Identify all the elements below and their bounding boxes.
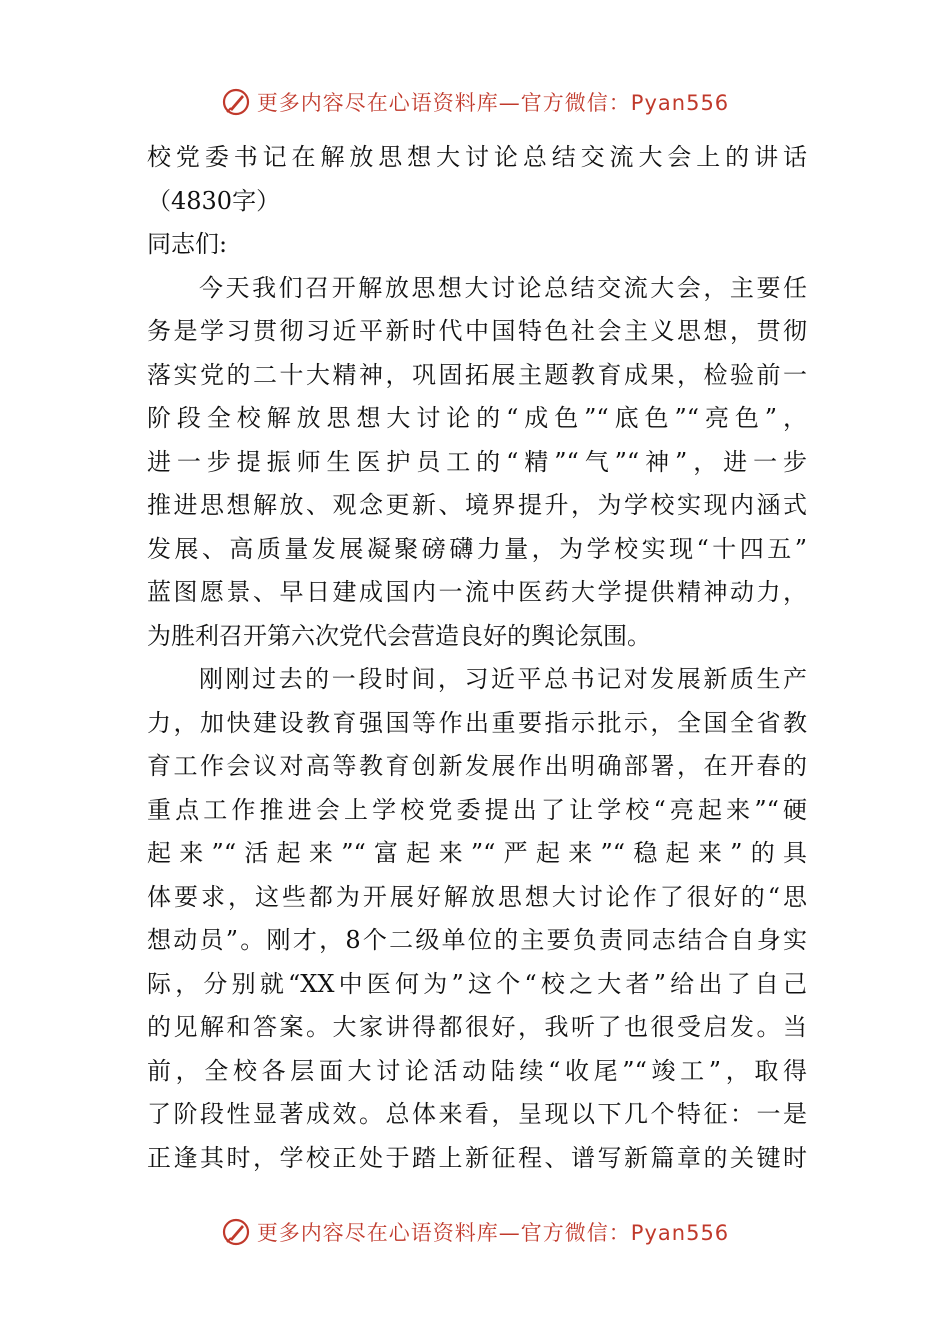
paragraph-line: 际，分别就“XX中医何为”这个“校之大者”给出了自己 (147, 969, 807, 998)
watermark-text: 更多内容尽在心语资料库—官方微信：Pyan556 (256, 1221, 730, 1245)
title-line-2: （4830字） (147, 186, 281, 215)
paragraph-line: 刚刚过去的一段时间，习近平总书记对发展新质生产 (199, 665, 807, 693)
paragraph-line: 落实党的二十大精神，巩固拓展主题教育成果，检验前一 (147, 360, 807, 389)
paragraph-line: 蓝图愿景、早日建成国内一流中医药大学提供精神动力， (147, 578, 807, 606)
watermark-text: 更多内容尽在心语资料库—官方微信：Pyan556 (256, 91, 730, 115)
paragraph-line: 推进思想解放、观念更新、境界提升，为学校实现内涵式 (147, 491, 807, 519)
quill-logo-icon (221, 1217, 251, 1247)
paragraph-1 (147, 267, 807, 659)
paragraph-line: 了阶段性显著成效。总体来看，呈现以下几个特征：一是 (147, 1100, 807, 1128)
footer-watermark (0, 1212, 950, 1252)
paragraph-line: 力，加快建设教育强国等作出重要指示批示，全国全省教 (147, 708, 807, 737)
quill-logo-icon (221, 87, 251, 117)
paragraph-line: 为胜利召开第六次党代会营造良好的舆论氛围。 (147, 621, 651, 650)
paragraph-line: 务是学习贯彻习近平新时代中国特色社会主义思想，贯彻 (147, 317, 807, 345)
paragraph-line: 前，全校各层面大讨论活动陆续“收尾”“竣工”，取得 (147, 1056, 807, 1085)
paragraph-line: 阶段全校解放思想大讨论的“成色”“底色”“亮色”， (147, 404, 807, 432)
paragraph-line: 今天我们召开解放思想大讨论总结交流大会，主要任 (199, 273, 807, 302)
paragraph-line: 想动员”。刚才，8个二级单位的主要负责同志结合自身实 (147, 926, 807, 954)
paragraph-2 (147, 658, 807, 1180)
salutation: 同志们: (147, 230, 228, 258)
paragraph-line: 发展、高质量发展凝聚磅礴力量，为学校实现“十四五” (147, 534, 807, 563)
header-watermark (0, 82, 950, 122)
title-line-1: 校党委书记在解放思想大讨论总结交流大会上的讲话 (147, 143, 807, 171)
paragraph-line: 重点工作推进会上学校党委提出了让学校“亮起来”“硬 (147, 795, 807, 824)
paragraph-line: 体要求，这些都为开展好解放思想大讨论作了很好的“思 (147, 882, 807, 911)
paragraph-line: 起来”“活起来”“富起来”“严起来”“稳起来”的具 (147, 839, 807, 867)
article-body (147, 136, 807, 1180)
paragraph-line: 的见解和答案。大家讲得都很好，我听了也很受启发。当 (147, 1013, 807, 1041)
paragraph-line: 进一步提振师生医护员工的“精”“气”“神”，进一步 (147, 447, 807, 476)
paragraph-line: 育工作会议对高等教育创新发展作出明确部署，在开春的 (147, 752, 807, 780)
paragraph-line: 正逢其时，学校正处于踏上新征程、谱写新篇章的关键时 (147, 1143, 807, 1172)
